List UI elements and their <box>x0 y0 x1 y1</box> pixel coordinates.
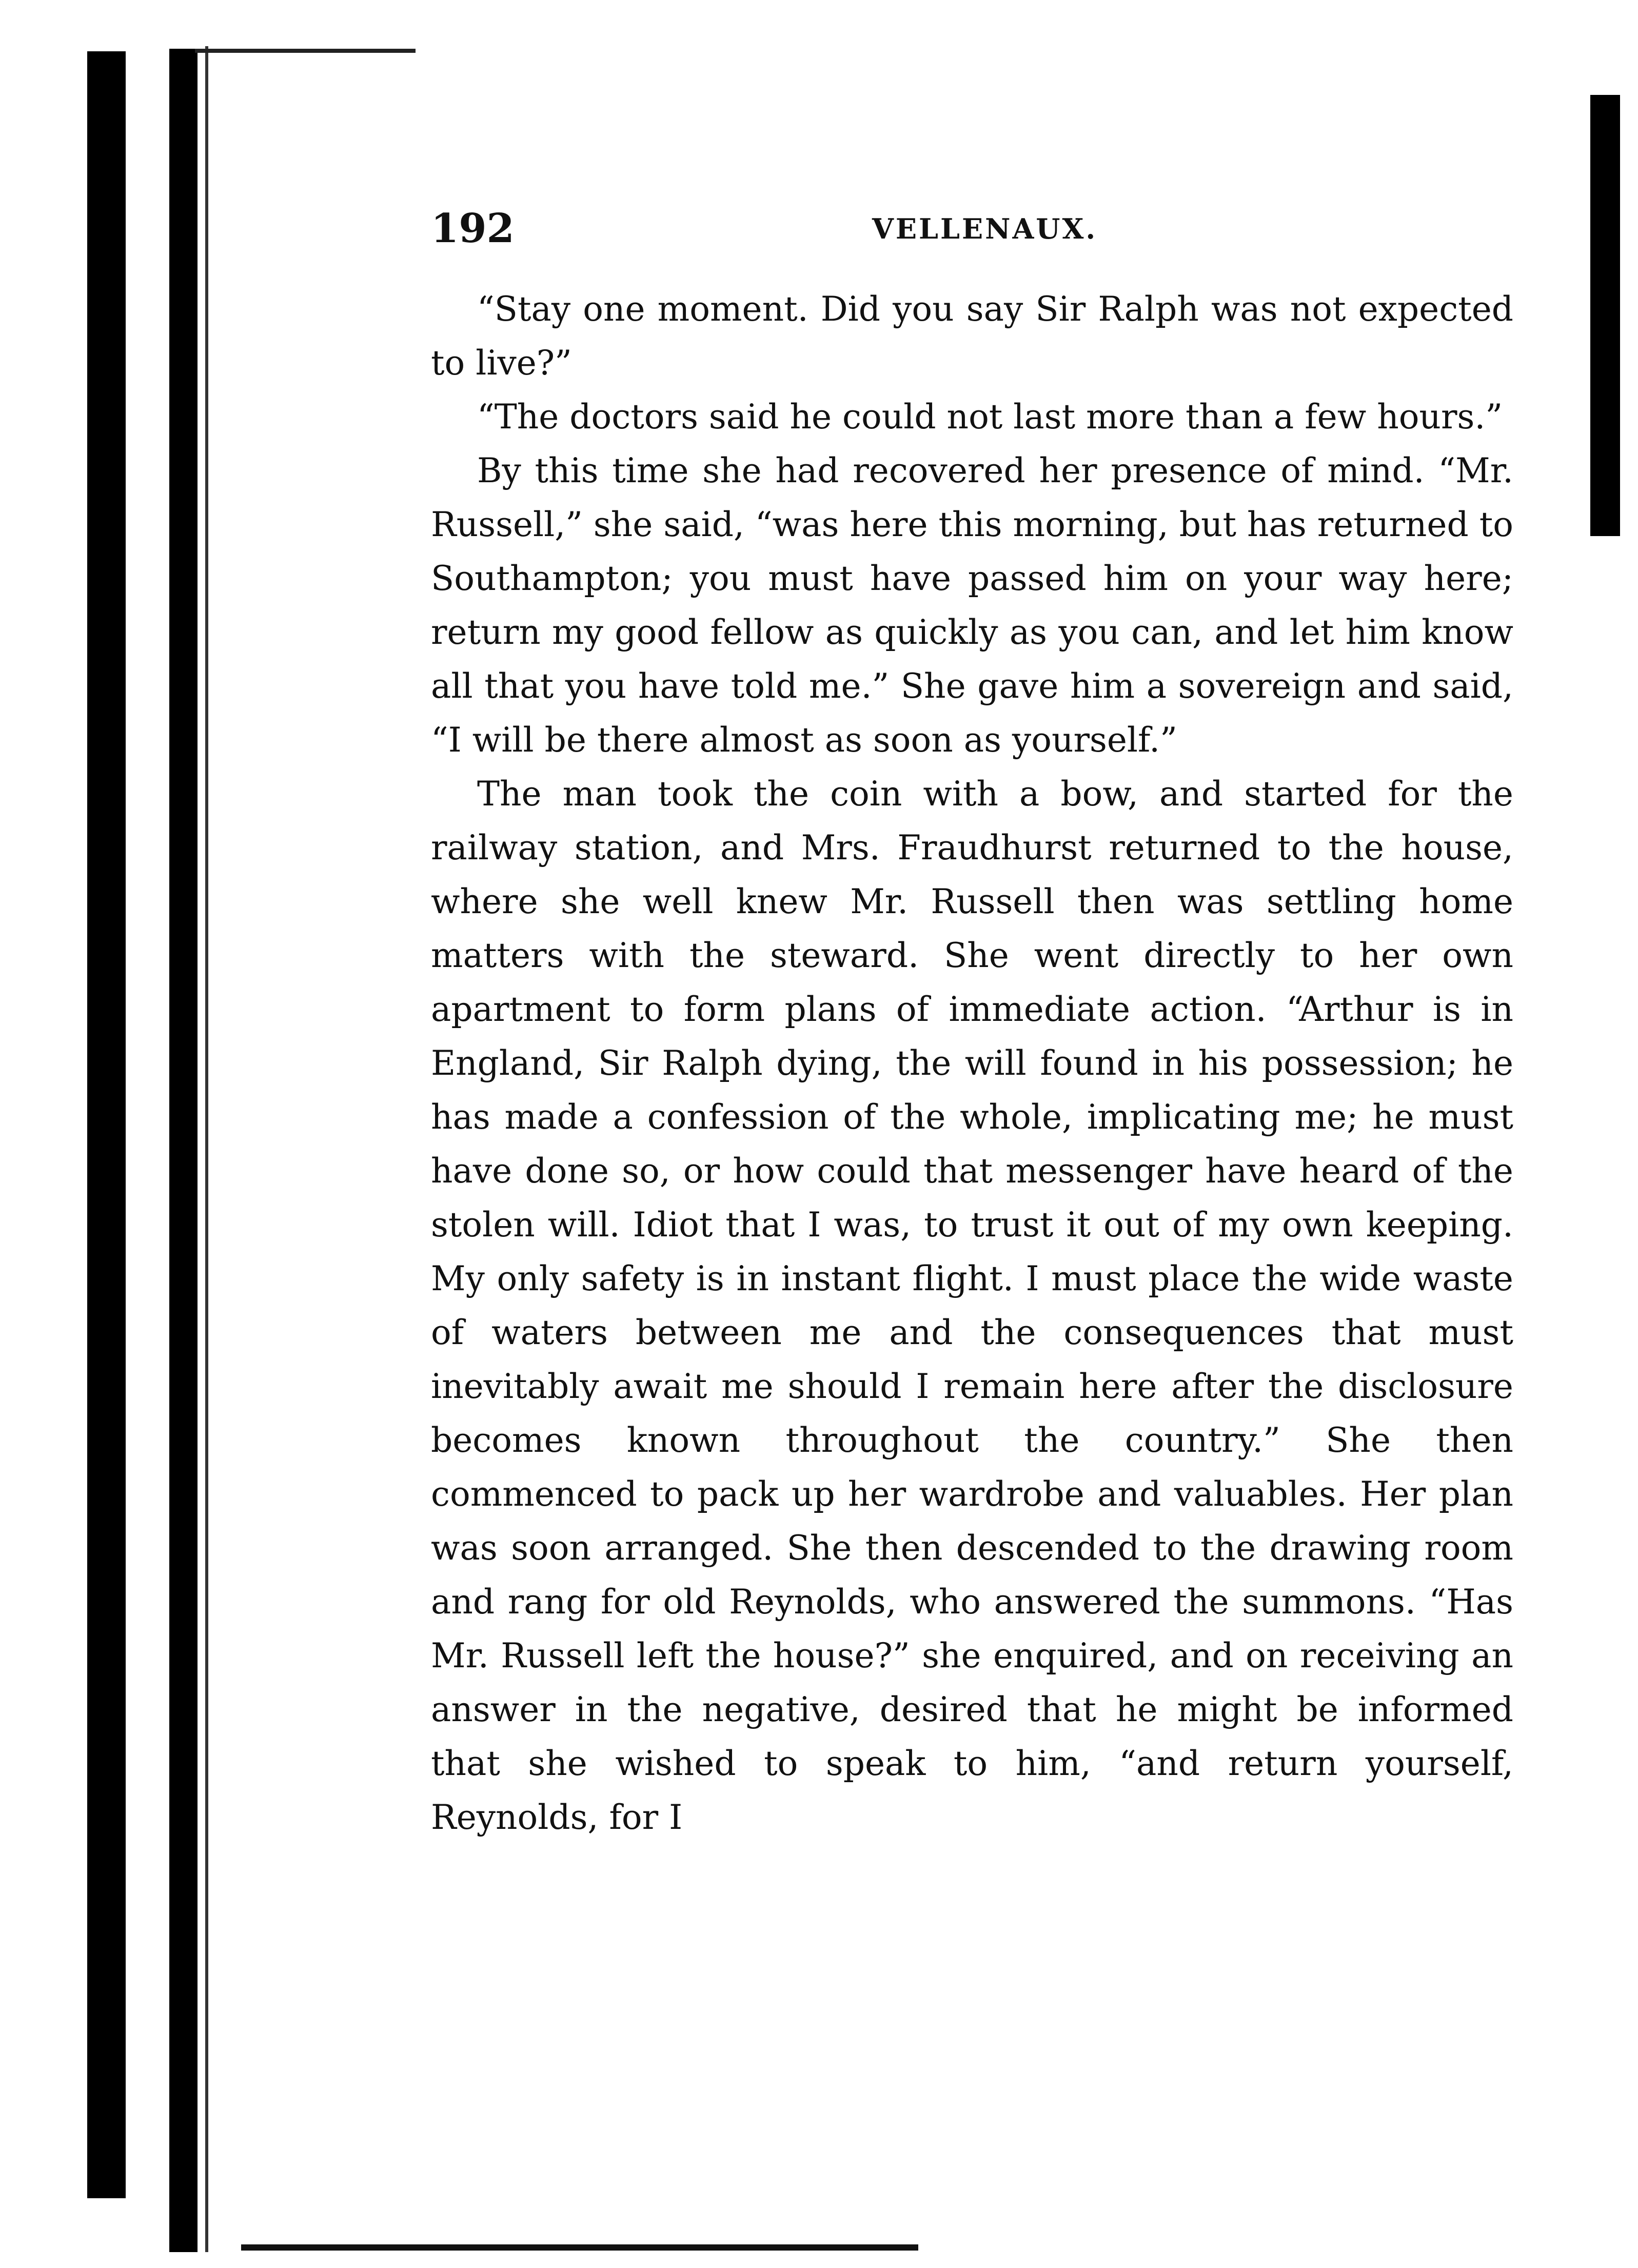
paragraph: By this time she had recovered her presence of mind. “Mr. Russell,” she said, “was here this morning, but has returned to Southampton; you must have passed him on your way here; return my good fellow as quickly as you can, and let him know all that you have told me.” She gave him a sovereign and said, “I will be there almost as soon as yourself.” <box>431 451 1513 760</box>
scan-edge-mark <box>205 46 208 2252</box>
book-page <box>431 205 1513 1844</box>
paragraph: The man took the coin with a bow, and started for the railway station, and Mrs. Fraudhurst returned to the house, where she well knew Mr. Russell then was settling home matters with the steward. She went directly to her own apartment to form plans of immediate action. “Arthur is in England, Sir Ralph dying, the will found in his possession; he has made a confession of the whole, implicating me; he must have done so, or how could that messenger have heard of the stolen will. Idiot that I was, to trust it out of my own keeping. My only safety is in instant flight. I must place the wide waste of waters between me and the consequences that must inevitably await me should I remain here after the disclosure becomes known throughout the country.” She then commenced to pack up her wardrobe and valuables. Her plan was soon arranged. She then descended to the drawing room and rang for old Reynolds, who answered the summons. “Has Mr. Russell left the house?” she enquired, and on receiving an answer in the negative, desired that he might be informed that she wished to speak to him, “and return yourself, Reynolds, for I <box>431 774 1513 1837</box>
page-header <box>431 205 1513 267</box>
scan-edge-mark <box>87 51 126 2198</box>
running-head: VELLENAUX. <box>872 212 1098 245</box>
page-number: 192 <box>431 205 515 252</box>
scan-edge-mark <box>1590 95 1620 536</box>
paragraph: “The doctors said he could not last more than a few hours.” <box>477 397 1503 437</box>
scan-edge-mark <box>241 2244 918 2251</box>
paragraph: “Stay one moment. Did you say Sir Ralph was not expected to live?” <box>431 289 1513 383</box>
page-body <box>431 282 1513 1844</box>
scan-edge-mark <box>169 49 198 2252</box>
scan-edge-mark <box>195 49 416 53</box>
